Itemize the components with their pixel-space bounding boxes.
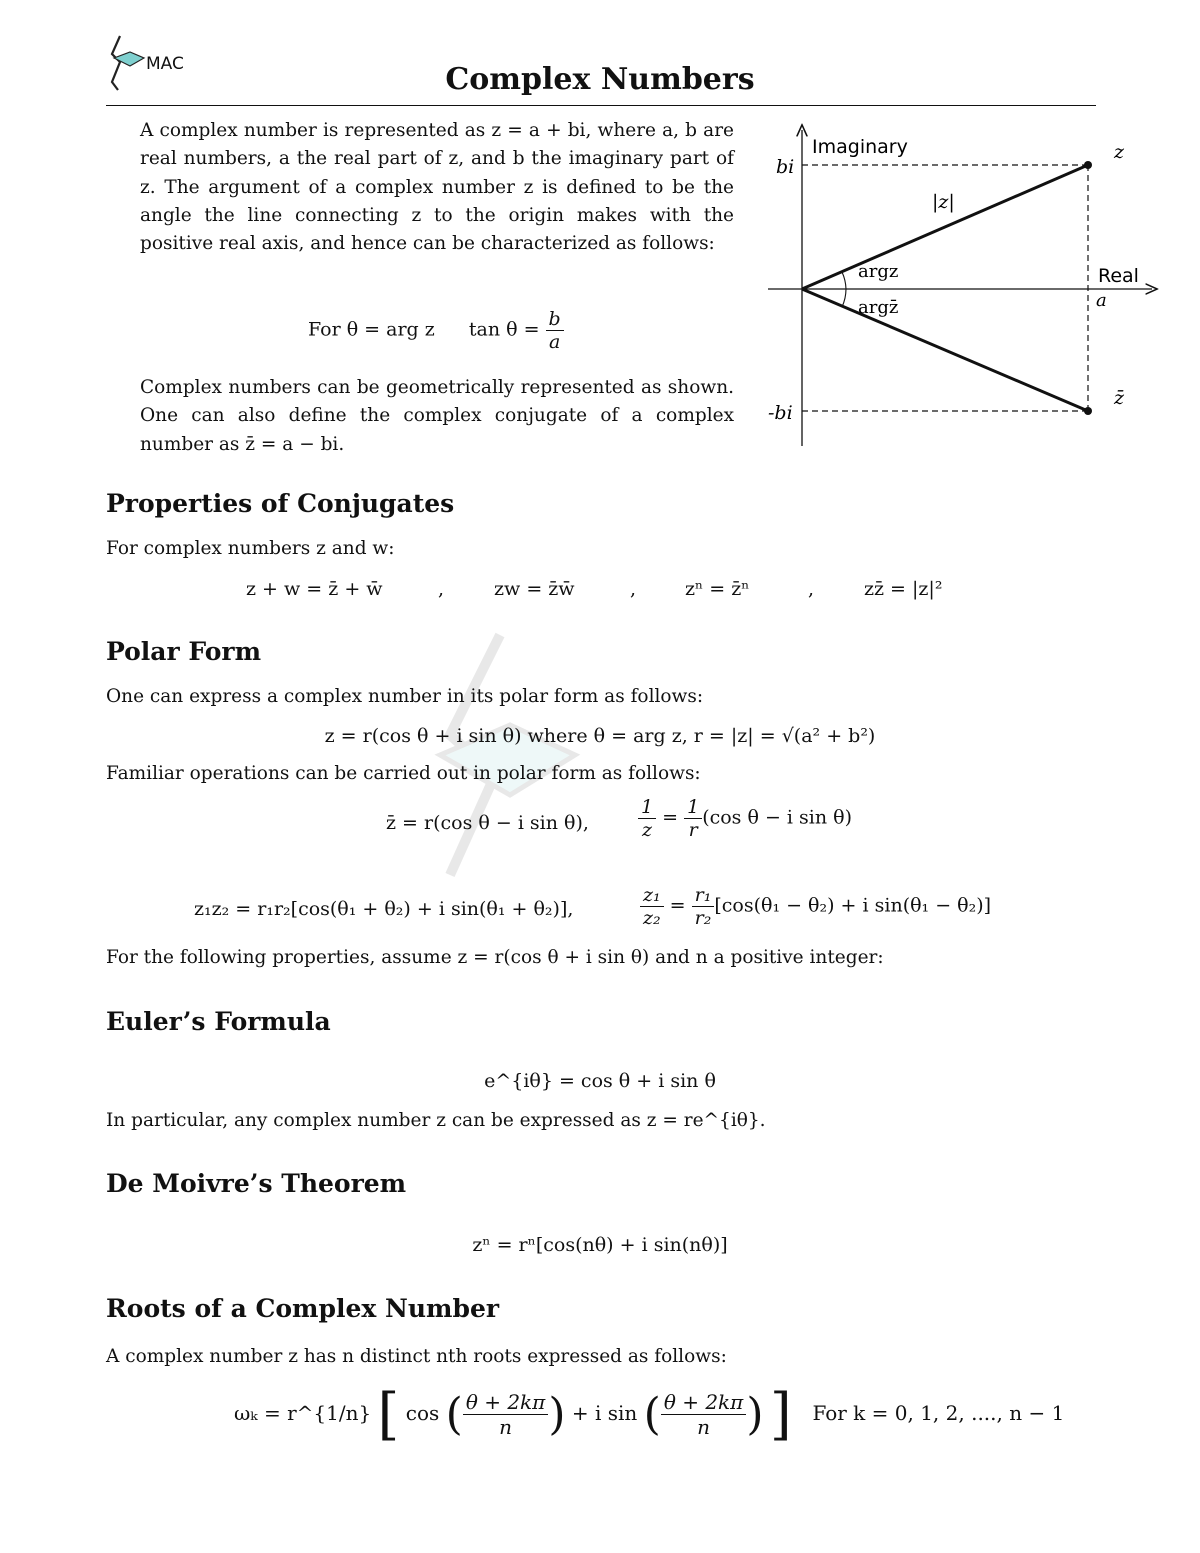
real-label: Real [1098,265,1139,287]
roots-eq-for: For k = 0, 1, 2, ...., n − 1 [812,1401,1065,1425]
title-rule [106,105,1096,106]
polar-quotient-equation: $\frac{\text{z₁}}{\text{z₂}}$ = $\frac{\text{r₁}}{\text{r₂}}$ [cos(θ₁ − θ₂) + i sin(θ₁ − θ₂)] [640,884,991,929]
polar-intro: One can express a complex number in its polar form as follows: [106,686,704,707]
quotient-right: [cos(θ₁ − θ₂) + i sin(θ₁ − θ₂)] [714,894,992,917]
conjugate-property-2: zw = z̄w̄ [494,578,575,600]
euler-note: In particular, any complex number z can be expressed as z = re^{iθ}. [106,1110,766,1131]
polar-product-equation: z₁z₂ = r₁r₂[cos(θ₁ + θ₂) + i sin(θ₁ + θ₂)], [194,898,574,920]
zbar-label: z̄ [1114,387,1125,409]
polar-conjugate-equation: z̄ = r(cos θ − i sin θ), [386,812,589,834]
intro-paragraph: A complex number is represented as z = a + bi, where a, b are real numbers, a the real part of z, and b the imaginary part of z. The argument of a complex number z is defined to be the angle the line connecting z to the origin makes with the positive real axis, and hence can be characterized as follows: [140,120,734,255]
roots-eq-isin: + i sin [571,1401,638,1425]
zbar-point [1084,407,1092,415]
zbar-vector [802,289,1088,411]
page-title: Complex Numbers [445,62,755,97]
arg-bar-arc [842,289,846,307]
polar-ops-intro: Familiar operations can be carried out in polar form as follows: [106,763,701,784]
arg-eq-right: tan θ = [468,318,540,341]
neg-bi-label: -bi [768,402,793,424]
modulus-label: |z| [932,191,955,213]
roots-equation: ωₖ = r^{1/n} [ cos ( $\frac{\theta + 2k\pi}{n}$ ) + i sin ( $\frac{\theta + 2k\pi}{n}$ ) ] For k = 0, 1, 2, ...., n − 1 [234,1382,1065,1447]
bi-label: bi [776,156,795,178]
frac-den: a [548,331,561,353]
polar-form-equation: z = r(cos θ + i sin θ) where θ = arg z, r = |z| = √(a² + b²) [324,725,876,747]
euler-equation: e^{iθ} = cos θ + i sin θ [484,1070,716,1092]
polar-assumption: For the following properties, assume z = r(cos θ + i sin θ) and n a positive integer: [106,947,884,968]
demoivre-equation: zⁿ = rⁿ[cos(nθ) + i sin(nθ)] [472,1234,728,1256]
conjugate-property-3: zⁿ = z̄ⁿ [685,578,750,600]
separator-comma: , [808,578,815,600]
imaginary-label: Imaginary [812,136,908,158]
argument-equation [308,308,564,353]
roots-eq-cos: cos [405,1401,440,1425]
reciprocal-right: (cos θ − i sin θ) [702,806,852,829]
z-vector [802,165,1088,289]
arg-arc [842,272,846,289]
demoivre-heading: De Moivre’s Theorem [106,1169,407,1198]
logo-text: MAC [146,54,184,74]
polar-heading: Polar Form [106,637,262,666]
conjugate-property-1: z + w = z̄ + w̄ [246,578,383,600]
arg-eq-left: For θ = arg z [308,318,435,341]
arg-label: argz [858,261,899,282]
watermark-logo [400,625,760,885]
conjugate-paragraph: Complex numbers can be geometrically represented as shown. One can also define the complex conjugate of a complex number as z̄ = a − bi. [140,377,734,455]
z-label: z [1114,141,1125,163]
arg-bar-label: argz̄ [858,297,899,318]
complex-plane-diagram [760,122,1180,458]
roots-heading: Roots of a Complex Number [106,1294,500,1323]
a-label: a [1096,290,1107,311]
conjugate-property-4: zz̄ = |z|² [864,578,943,600]
frac-num: b [546,308,564,331]
separator-comma: , [630,578,637,600]
roots-eq-left: ωₖ = r^{1/n} [234,1401,372,1425]
separator-comma: , [438,578,445,600]
polar-reciprocal-equation: $\frac{1}{z}$ = $\frac{1}{r}$ (cos θ − i sin θ) [638,796,852,841]
conjugates-intro: For complex numbers z and w: [106,538,395,559]
b-over-a-fraction [546,308,564,353]
z-point [1084,161,1092,169]
euler-heading: Euler’s Formula [106,1007,331,1036]
conjugates-heading: Properties of Conjugates [106,489,455,518]
roots-intro: A complex number z has n distinct nth roots expressed as follows: [106,1346,727,1367]
